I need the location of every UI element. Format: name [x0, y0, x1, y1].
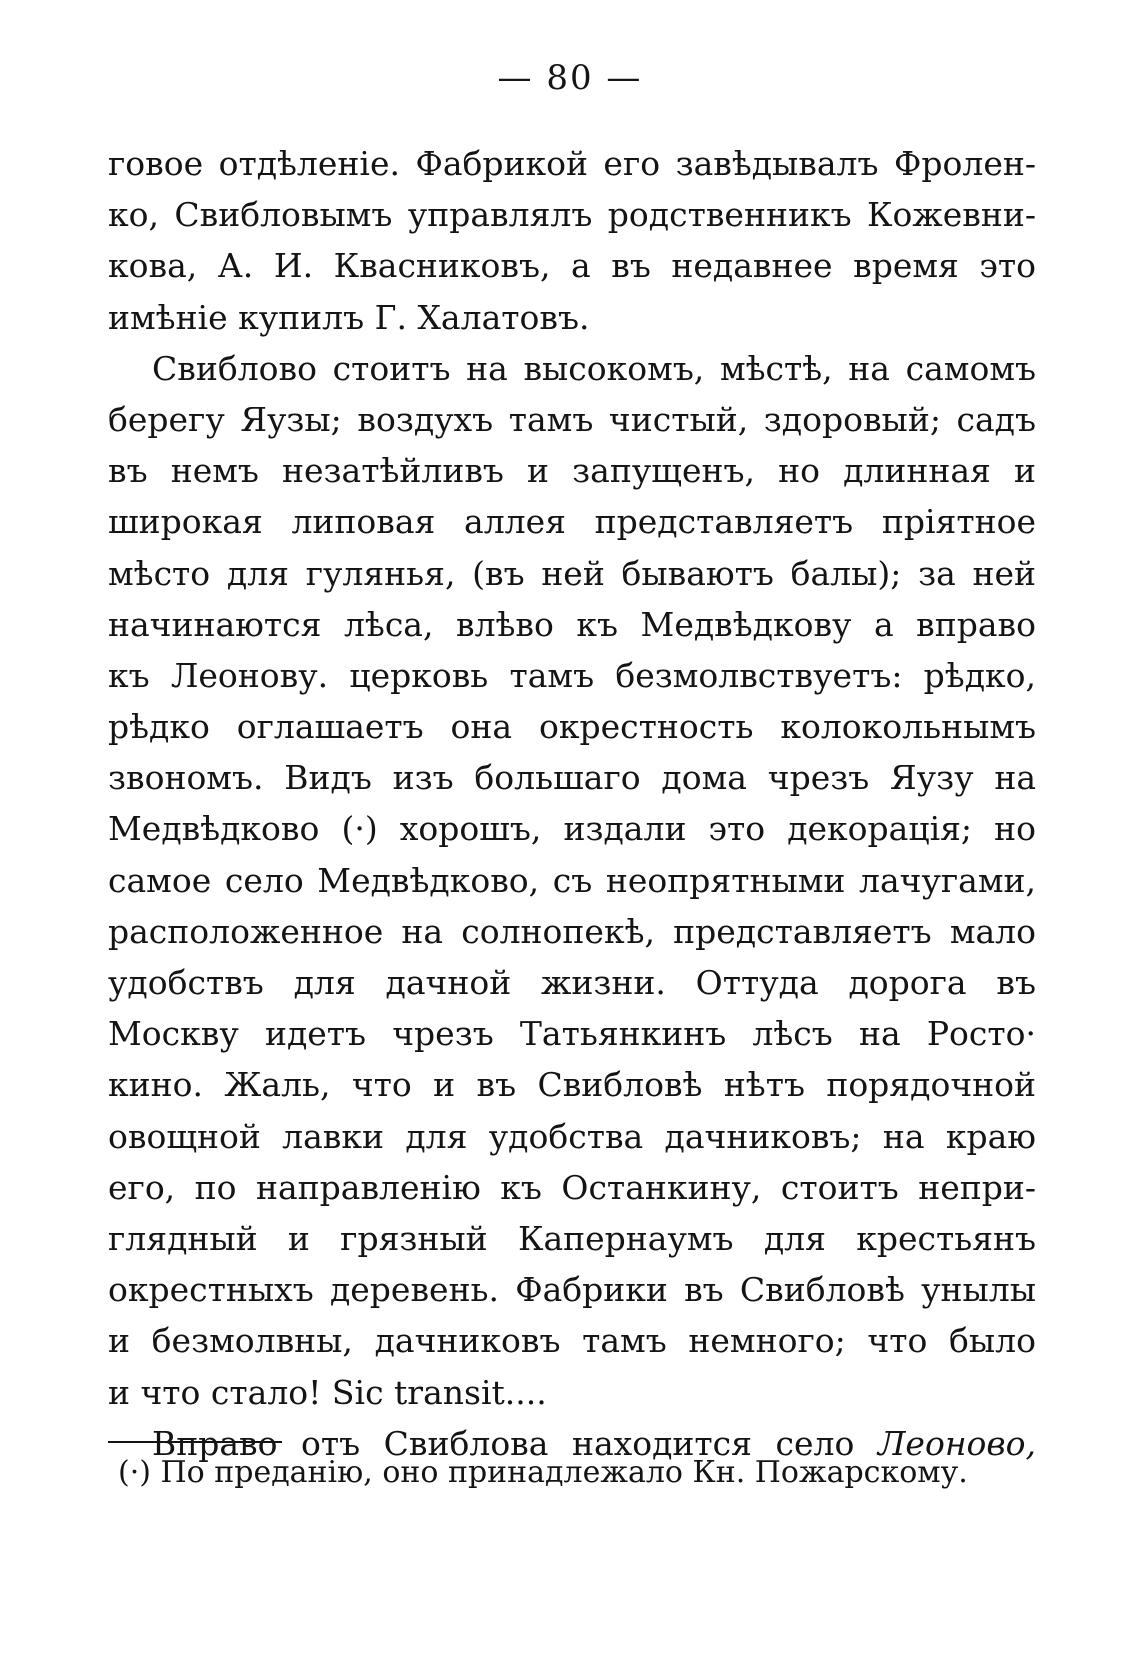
text-line: овощной лавки для удобства дачниковъ; на краю: [108, 1116, 1036, 1156]
text-line: его, по направленію къ Останкину, стоитъ непри-: [108, 1167, 1036, 1207]
text-line: расположенное на солнопекѣ, представляетъ мало: [108, 911, 1036, 951]
text-line: рѣдко оглашаетъ она окрестность колокольнымъ: [108, 707, 1036, 747]
text-line: Свиблово стоитъ на высокомъ, мѣстѣ, на самомъ: [152, 348, 1036, 388]
footnote: (·) По преданію, оно принадлежало Кн. Пожарскому.: [118, 1455, 968, 1490]
text-line: и что стало! Sic transit....: [108, 1372, 547, 1412]
text-line: берегу Яузы; воздухъ тамъ чистый, здоровый; садъ: [108, 399, 1036, 439]
text-line-main: Вправо отъ Свиблова находится село: [152, 1423, 855, 1463]
text-line: окрестныхъ деревень. Фабрики въ Свибловѣ унылы: [108, 1270, 1036, 1310]
text-line: Москву идетъ чрезъ Татьянкинъ лѣсъ на Росто·: [108, 1014, 1036, 1054]
text-line: къ Леонову. церковь тамъ безмолвствуетъ: рѣдко,: [108, 655, 1036, 695]
text-line: и безмолвны, дачниковъ тамъ немного; что было: [108, 1321, 1036, 1361]
text-line: имѣніе купилъ Г. Халатовъ.: [108, 297, 590, 337]
text-line: удобствъ для дачной жизни. Оттуда дорога въ: [108, 963, 1036, 1002]
text-line: кино. Жаль, что и въ Свибловѣ нѣтъ порядочной: [108, 1065, 1036, 1105]
emphasized-place-name: Леоново,: [877, 1423, 1036, 1463]
text-line: говое отдѣленіе. Фабрикой его завѣдывалъ Фролен-: [108, 144, 1036, 183]
text-line: Медвѣдково (·) хорошъ, издали это декорація; но: [108, 809, 1036, 849]
text-line: глядный и грязный Капернаумъ для крестьянъ: [108, 1218, 1036, 1258]
text-line: кова, А. И. Квасниковъ, а въ недавнее время это: [108, 246, 1036, 286]
text-line: самое село Медвѣдково, съ неопрятными лачугами,: [108, 860, 1036, 900]
text-line: ко, Свибловымъ управлялъ родственникъ Кожевни-: [108, 195, 1036, 235]
body-text: [108, 138, 1036, 1469]
page-number: — 80 —: [497, 58, 643, 98]
footnote-divider: [108, 1441, 282, 1443]
text-line: мѣсто для гулянья, (въ ней бываютъ балы); за ней: [108, 553, 1036, 593]
text-line: въ немъ незатѣйливъ и запущенъ, но длинная и: [108, 451, 1036, 491]
text-line: звономъ. Видъ изъ большаго дома чрезъ Яузу на: [108, 758, 1036, 798]
text-line: широкая липовая аллея представляетъ пріятное: [108, 502, 1036, 542]
text-line: начинаются лѣса, влѣво къ Медвѣдкову а вправо: [108, 604, 1036, 644]
